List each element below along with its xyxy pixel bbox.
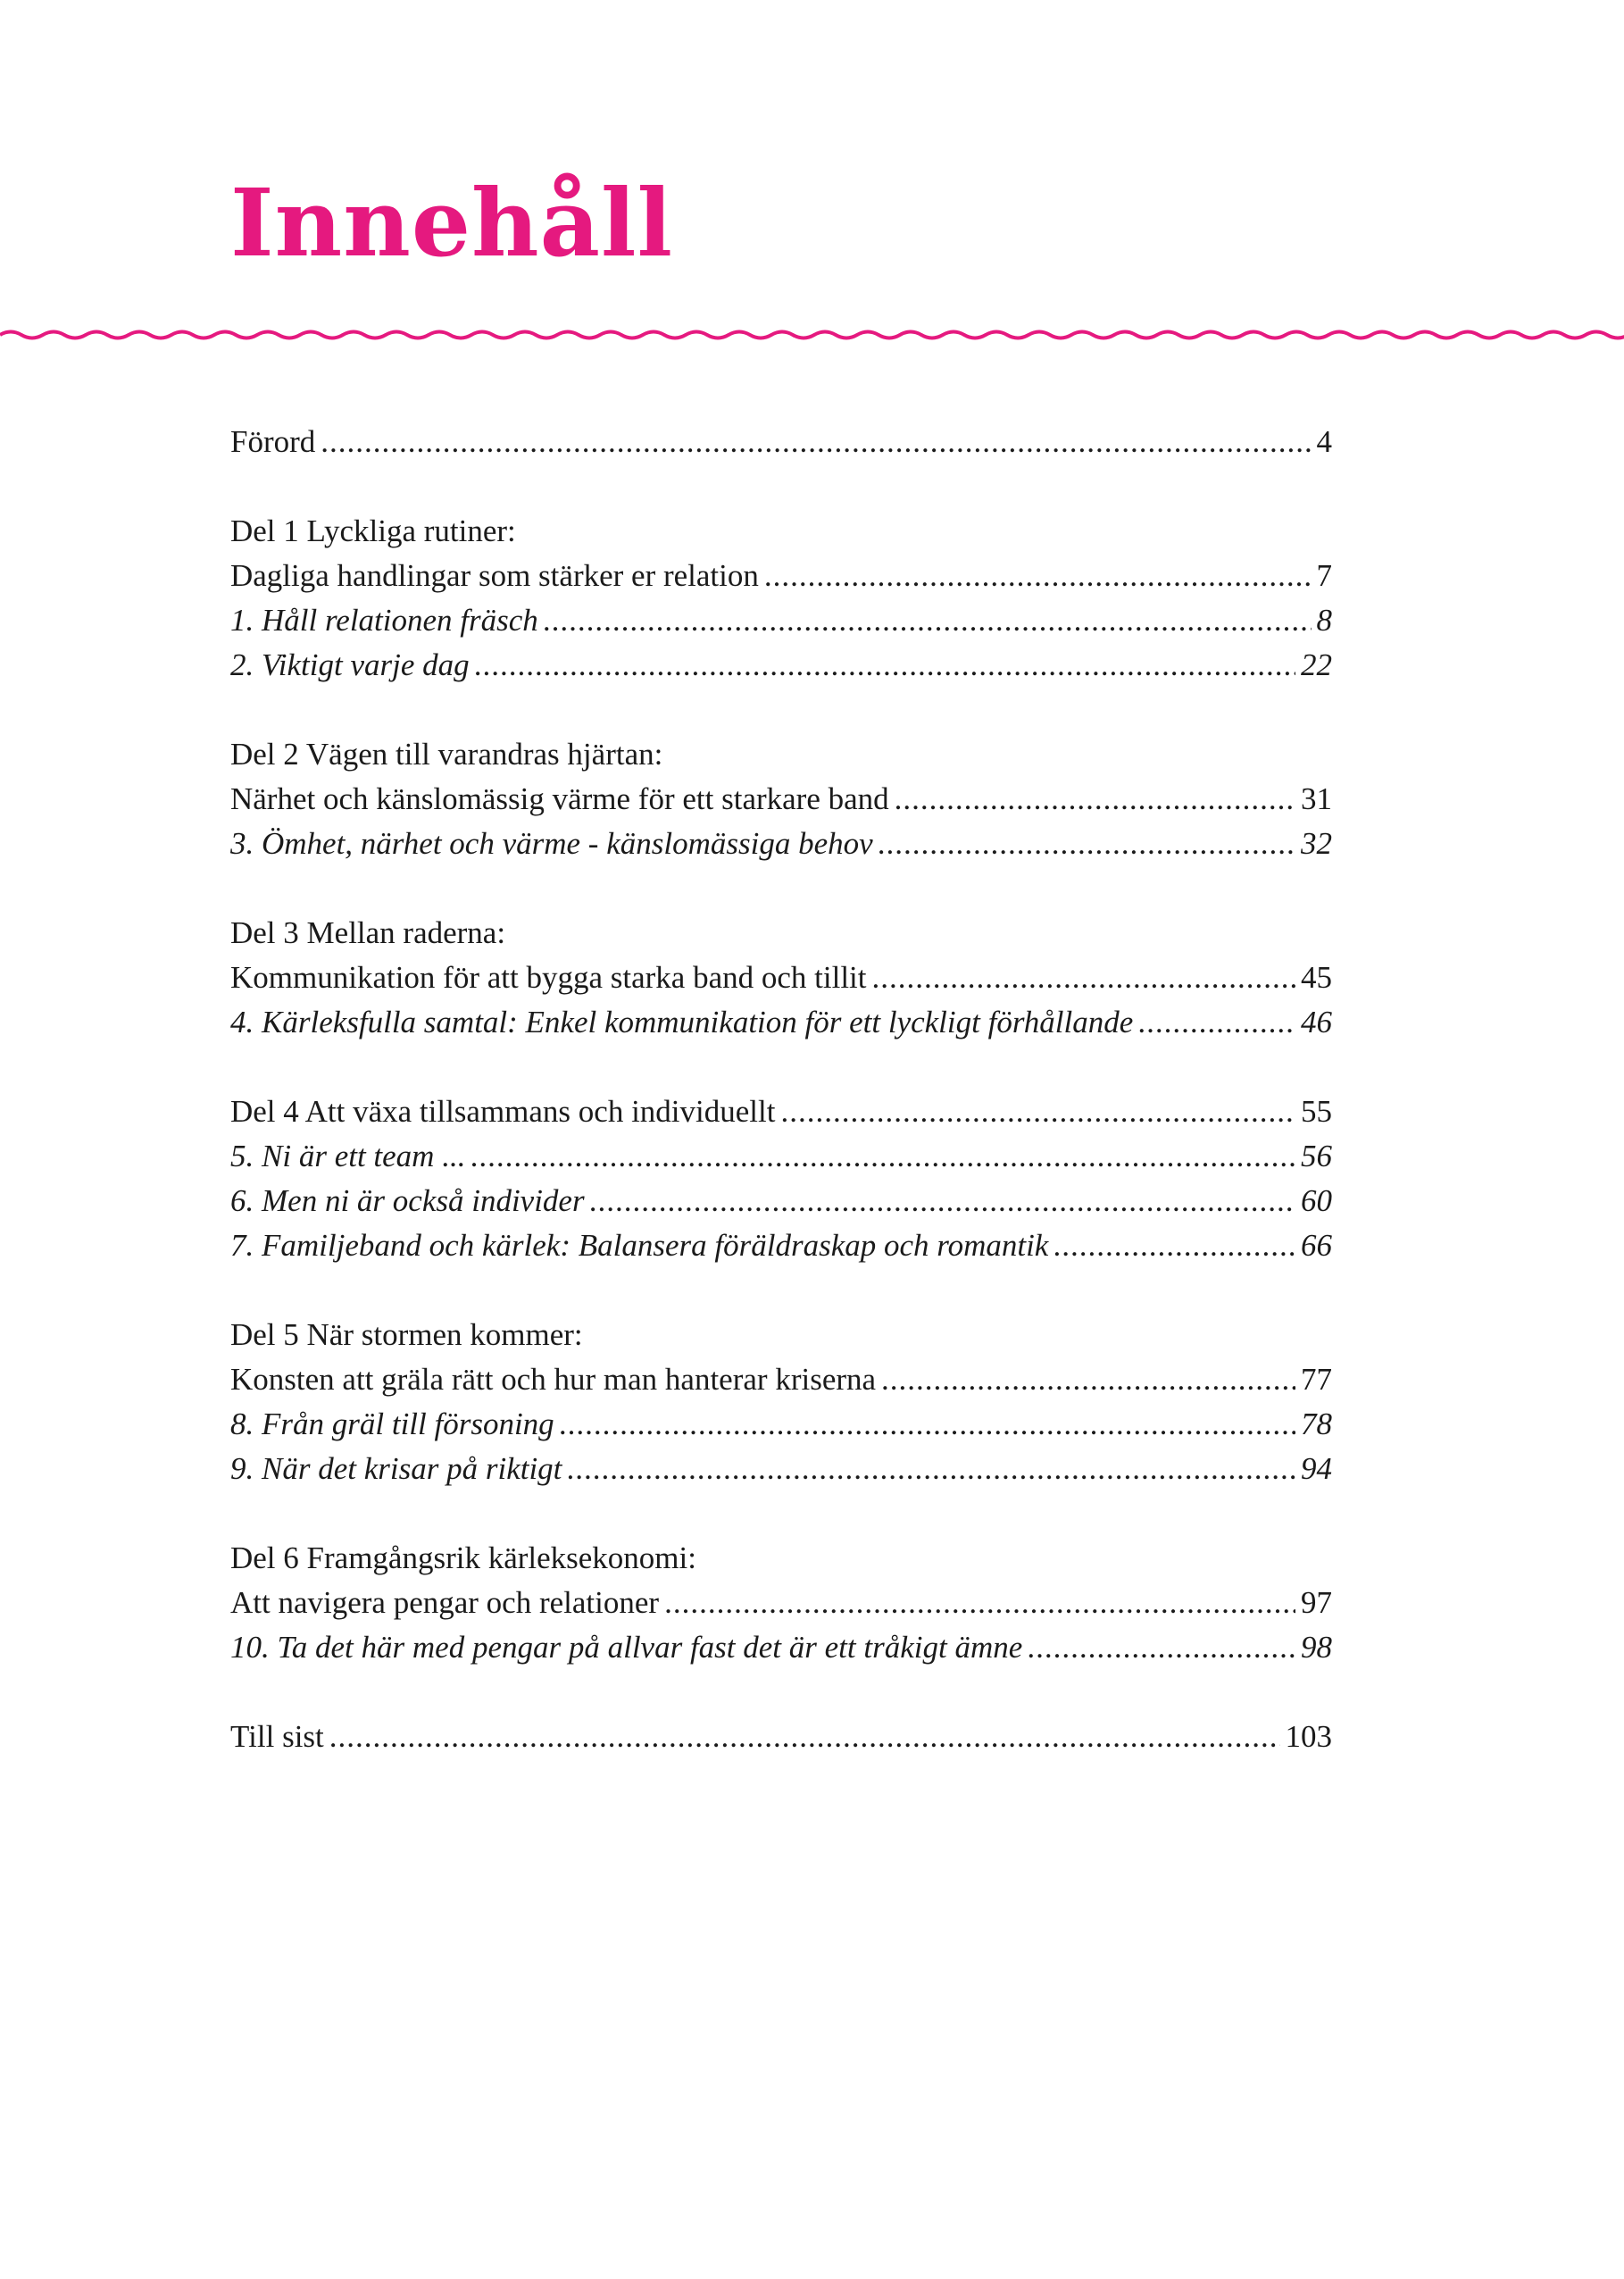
toc-entry-page: 103	[1285, 1719, 1332, 1754]
toc-chapter-entry[interactable]	[230, 1134, 1332, 1179]
dot-leader	[475, 643, 1295, 688]
toc-entry-text: Att navigera pengar och relationer	[230, 1585, 660, 1620]
toc-entry-page: 32	[1301, 826, 1332, 861]
dot-leader	[1054, 1223, 1295, 1268]
dot-leader	[329, 1715, 1280, 1759]
toc-entry-page: 94	[1301, 1451, 1332, 1486]
dot-leader	[872, 956, 1296, 1000]
dot-leader	[895, 777, 1295, 822]
page-title: Innehåll	[230, 168, 674, 278]
dot-leader	[764, 554, 1312, 598]
toc-chapter-entry[interactable]	[230, 1447, 1332, 1491]
toc-entry-page: 46	[1301, 1005, 1332, 1039]
toc-part-heading	[230, 911, 1332, 956]
toc-entry-page: 66	[1301, 1228, 1332, 1263]
toc-entry[interactable]	[230, 554, 1332, 598]
toc-section-del-1	[230, 509, 1332, 688]
toc-entry-text: 5. Ni är ett team ...	[230, 1139, 466, 1173]
toc-section-del-2	[230, 732, 1332, 866]
part-heading-text: Del 6 Framgångsrik kärleksekonomi:	[230, 1540, 696, 1575]
toc-chapter-entry[interactable]	[230, 1223, 1332, 1268]
toc-entry-page: 22	[1301, 647, 1332, 682]
toc-entry-page: 55	[1301, 1094, 1332, 1129]
toc-entry-text: Närhet och känslomässig värme för ett starkare band	[230, 781, 889, 816]
toc-entry-page: 31	[1301, 781, 1332, 816]
part-heading-text: Del 5 När stormen kommer:	[230, 1317, 583, 1352]
toc-part-heading	[230, 732, 1332, 777]
toc-entry-page: 4	[1316, 424, 1332, 459]
toc-entry-text: 4. Kärleksfulla samtal: Enkel kommunikation för ett lyckligt förhållande	[230, 1005, 1134, 1039]
dot-leader	[1138, 1000, 1295, 1045]
toc-entry-page: 56	[1301, 1139, 1332, 1173]
toc-entry-text: 10. Ta det här med pengar på allvar fast det är ett tråkigt ämne	[230, 1630, 1023, 1665]
toc-chapter-entry[interactable]	[230, 822, 1332, 866]
toc-section-del-3	[230, 911, 1332, 1045]
toc-part-heading	[230, 1536, 1332, 1581]
toc-chapter-entry[interactable]	[230, 1402, 1332, 1447]
toc-section-del-6	[230, 1536, 1332, 1670]
toc-entry-page: 98	[1301, 1630, 1332, 1665]
toc-entry-forord[interactable]	[230, 420, 1332, 464]
part-heading-text: Del 1 Lyckliga rutiner:	[230, 513, 516, 548]
dot-leader	[780, 1089, 1295, 1134]
dot-leader	[1028, 1625, 1295, 1670]
toc-section-till-sist	[230, 1715, 1332, 1759]
toc-entry-text: Konsten att gräla rätt och hur man hanterar kriserna	[230, 1362, 877, 1397]
toc-entry[interactable]	[230, 777, 1332, 822]
dot-leader	[567, 1447, 1295, 1491]
toc-entry-text: 8. Från gräl till försoning	[230, 1407, 554, 1441]
toc-entry-text: Kommunikation för att bygga starka band och tillit	[230, 960, 867, 995]
toc-entry[interactable]	[230, 1357, 1332, 1402]
toc-entry-text: 6. Men ni är också individer	[230, 1183, 585, 1218]
toc-entry-page: 77	[1301, 1362, 1332, 1397]
dot-leader	[544, 598, 1312, 643]
toc-entry-text: Dagliga handlingar som stärker er relation	[230, 558, 759, 593]
toc-chapter-entry[interactable]	[230, 1179, 1332, 1223]
dot-leader	[560, 1402, 1295, 1447]
wavy-divider	[0, 317, 1624, 353]
toc-entry[interactable]	[230, 956, 1332, 1000]
toc-entry-page: 8	[1316, 603, 1332, 638]
toc-entry-till-sist[interactable]	[230, 1715, 1332, 1759]
toc-section-del-4	[230, 1089, 1332, 1268]
toc-entry-text: Förord	[230, 424, 316, 459]
toc-entry-text: 2. Viktigt varje dag	[230, 647, 470, 682]
dot-leader	[881, 1357, 1295, 1402]
toc-chapter-entry[interactable]	[230, 643, 1332, 688]
toc-entry-text: 3. Ömhet, närhet och värme - känslomässiga behov	[230, 826, 873, 861]
toc-entry-text: 1. Håll relationen fräsch	[230, 603, 538, 638]
dot-leader	[471, 1134, 1295, 1179]
toc-entry-page: 45	[1301, 960, 1332, 995]
part-heading-text: Del 3 Mellan raderna:	[230, 915, 506, 950]
toc-chapter-entry[interactable]	[230, 1625, 1332, 1670]
toc-entry-page: 78	[1301, 1407, 1332, 1441]
toc-entry-text: Del 4 Att växa tillsammans och individuellt	[230, 1094, 776, 1129]
toc-chapter-entry[interactable]	[230, 598, 1332, 643]
toc-entry-text: 9. När det krisar på riktigt	[230, 1451, 562, 1486]
toc-chapter-entry[interactable]	[230, 1000, 1332, 1045]
toc-entry-text: 7. Familjeband och kärlek: Balansera föräldraskap och romantik	[230, 1228, 1049, 1263]
toc-entry[interactable]	[230, 1089, 1332, 1134]
toc-section-forord	[230, 420, 1332, 464]
toc-entry-page: 60	[1301, 1183, 1332, 1218]
toc-entry-page: 97	[1301, 1585, 1332, 1620]
dot-leader	[590, 1179, 1295, 1223]
dot-leader	[321, 420, 1311, 464]
toc-part-heading	[230, 509, 1332, 554]
table-of-contents	[230, 420, 1332, 1804]
toc-entry[interactable]	[230, 1581, 1332, 1625]
toc-section-del-5	[230, 1313, 1332, 1491]
part-heading-text: Del 2 Vägen till varandras hjärtan:	[230, 737, 663, 772]
toc-entry-text: Till sist	[230, 1719, 324, 1754]
dot-leader	[879, 822, 1295, 866]
toc-entry-page: 7	[1316, 558, 1332, 593]
dot-leader	[664, 1581, 1295, 1625]
toc-part-heading	[230, 1313, 1332, 1357]
